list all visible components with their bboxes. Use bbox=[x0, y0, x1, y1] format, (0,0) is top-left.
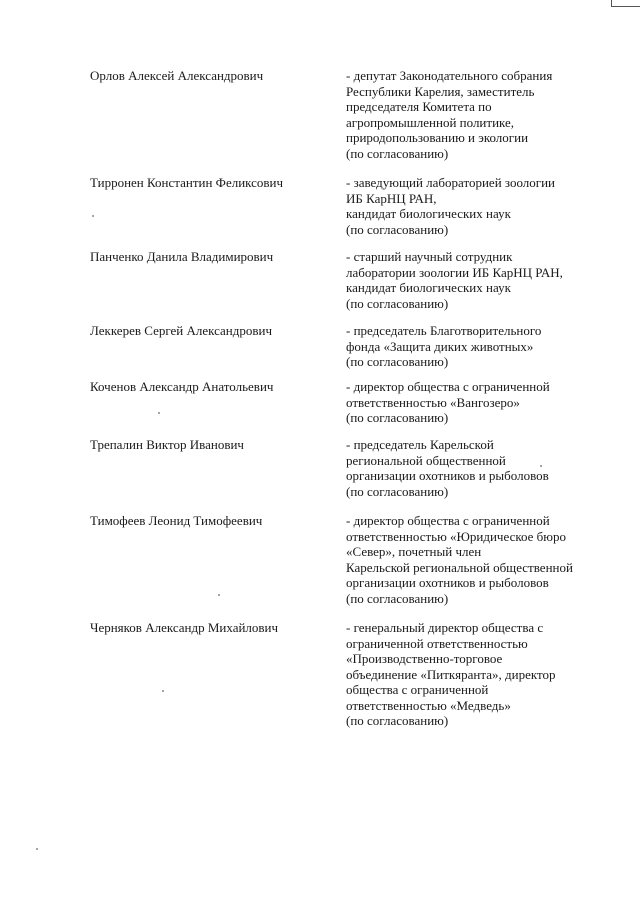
member-description bbox=[346, 249, 636, 311]
description-line: - директор общества с ограниченной bbox=[346, 513, 550, 528]
description-line: организации охотников и рыболовов bbox=[346, 468, 549, 483]
scan-speck bbox=[36, 848, 38, 850]
member-name: Орлов Алексей Александрович bbox=[90, 68, 264, 83]
member-name: Трепалин Виктор Иванович bbox=[90, 437, 244, 452]
member-description bbox=[346, 323, 636, 370]
description-line: региональной общественной bbox=[346, 452, 506, 468]
member-name: Коченов Александр Анатольевич bbox=[90, 379, 274, 394]
member-description bbox=[346, 513, 636, 606]
scan-speck bbox=[92, 215, 94, 217]
member-description bbox=[346, 68, 636, 161]
description-line: Карельской региональной общественной bbox=[346, 559, 573, 575]
member-description bbox=[346, 175, 636, 237]
member-description bbox=[346, 379, 636, 426]
member-description bbox=[346, 620, 636, 729]
description-line: объединение «Питкяранта», директор bbox=[346, 666, 556, 682]
scan-speck bbox=[162, 690, 164, 692]
scan-speck bbox=[540, 465, 542, 467]
description-line: (по согласованию) bbox=[346, 483, 449, 499]
description-line: (по согласованию) bbox=[346, 590, 449, 606]
member-name: Черняков Александр Михайлович bbox=[90, 620, 279, 635]
description-line: Республики Карелия, заместитель bbox=[346, 83, 535, 99]
description-line: лаборатории зоологии ИБ КарНЦ РАН, bbox=[346, 264, 563, 280]
description-line: ИБ КарНЦ РАН, bbox=[346, 190, 437, 206]
description-line: - генеральный директор общества с bbox=[346, 620, 544, 635]
member-description bbox=[346, 437, 636, 499]
member-name: Тимофеев Леонид Тимофеевич bbox=[90, 513, 263, 528]
description-line: фонда «Защита диких животных» bbox=[346, 338, 534, 354]
description-line: агропромышленной политике, bbox=[346, 114, 515, 130]
description-line: (по согласованию) bbox=[346, 145, 449, 161]
description-line: (по согласованию) bbox=[346, 354, 449, 369]
description-line: ответственностью «Юридическое бюро bbox=[346, 528, 566, 544]
description-line: - старший научный сотрудник bbox=[346, 249, 513, 264]
scan-speck bbox=[158, 412, 160, 414]
description-line: природопользованию и экологии bbox=[346, 130, 529, 145]
description-line: председателя Комитета по bbox=[346, 99, 492, 114]
description-line: ограниченной ответственностью bbox=[346, 635, 528, 651]
description-line: - депутат Законодательного собрания bbox=[346, 68, 553, 83]
scan-speck bbox=[218, 594, 220, 596]
description-line: организации охотников и рыболовов bbox=[346, 575, 549, 590]
description-line: (по согласованию) bbox=[346, 221, 449, 237]
description-line: - председатель Благотворительного bbox=[346, 323, 542, 338]
description-line: (по согласованию) bbox=[346, 410, 449, 425]
description-line: (по согласованию) bbox=[346, 713, 449, 728]
description-line: «Север», почетный член bbox=[346, 544, 482, 559]
description-line: ответственностью «Вангозеро» bbox=[346, 394, 520, 410]
description-line: «Производственно-торговое bbox=[346, 651, 503, 666]
member-name: Леккерев Сергей Александрович bbox=[90, 323, 273, 338]
description-line: - председатель Карельской bbox=[346, 437, 494, 452]
description-line: общества с ограниченной bbox=[346, 682, 489, 697]
member-name: Панченко Данила Владимирович bbox=[90, 249, 274, 264]
description-line: кандидат биологических наук bbox=[346, 280, 511, 295]
member-name: Тирронен Константин Феликсович bbox=[90, 175, 284, 190]
corner-scan-mark bbox=[611, 0, 640, 7]
description-line: (по согласованию) bbox=[346, 295, 449, 311]
description-line: ответственностью «Медведь» bbox=[346, 697, 511, 713]
description-line: кандидат биологических наук bbox=[346, 206, 511, 221]
description-line: - директор общества с ограниченной bbox=[346, 379, 550, 394]
description-line: - заведующий лабораторией зоологии bbox=[346, 175, 556, 190]
